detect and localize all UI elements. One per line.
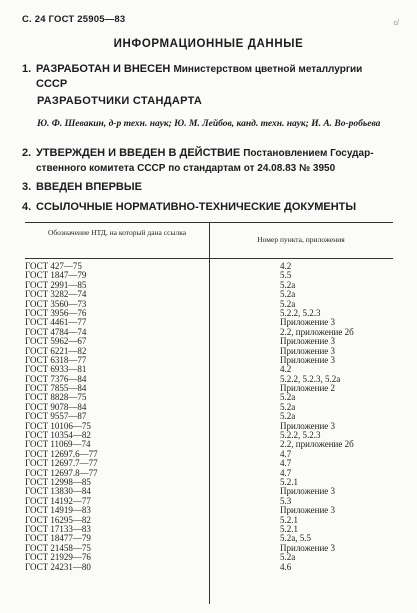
clause-reference: 4.6	[280, 561, 292, 572]
page-title: ИНФОРМАЦИОННЫЕ ДАННЫЕ	[113, 38, 304, 50]
clause-reference: 5.2.2, 5.2.3	[280, 307, 321, 318]
document-designation: ГОСТ 4461—77	[25, 317, 87, 328]
clause-reference: 5.2а	[280, 298, 296, 309]
document-designation: ГОСТ 9078—84	[25, 401, 87, 412]
document-designation: ГОСТ 1847—79	[25, 270, 87, 281]
section-text-cont: СССР	[36, 78, 68, 90]
document-designation: ГОСТ 8828—75	[25, 392, 87, 403]
clause-reference: 2.2, приложение 2б	[280, 439, 354, 450]
section-text-cont: ственного комитета СССР по стандартам от 24.08.83 № 3950	[36, 163, 336, 174]
document-designation: ГОСТ 3560—73	[25, 298, 87, 309]
clause-reference: Приложение 2	[280, 383, 336, 394]
table-body	[25, 262, 393, 572]
section-heading: ВВЕДЕН ВПЕРВЫЕ	[36, 181, 142, 193]
clause-reference: 5.2а	[280, 411, 296, 422]
clause-reference: 4.2	[280, 364, 292, 375]
clause-reference: Приложение 3	[280, 336, 336, 347]
clause-reference: Приложение 3	[280, 345, 336, 356]
table-row	[25, 563, 393, 572]
section-4	[22, 200, 402, 214]
section-2	[22, 146, 402, 176]
clause-reference: 4.2	[280, 261, 292, 271]
document-designation: ГОСТ 3282—74	[25, 289, 87, 300]
document-designation: ГОСТ 24231—80	[25, 561, 91, 572]
section-text: Постановлением Государ-	[243, 148, 374, 159]
clause-reference: 5.2а	[280, 401, 296, 412]
clause-reference: 2.2, приложение 2б	[280, 326, 354, 337]
clause-reference: 5.2.1	[280, 514, 298, 525]
document-designation: ГОСТ 7376—84	[25, 373, 87, 384]
references-table	[25, 222, 393, 604]
document-designation: ГОСТ 9557—87	[25, 411, 87, 422]
section-number: 4.	[22, 201, 32, 213]
clause-reference: 5.2а, 5.5	[280, 533, 311, 544]
clause-reference: 5.3	[280, 495, 292, 506]
clause-reference: Приложение 3	[280, 542, 336, 553]
document-designation: ГОСТ 6221—82	[25, 345, 87, 356]
document-designation: ГОСТ 7855—84	[25, 383, 87, 394]
clause-reference: Приложение 3	[280, 420, 336, 431]
document-designation: ГОСТ 427—75	[25, 261, 82, 271]
document-designation: ГОСТ 6933—81	[25, 364, 87, 375]
column-header-reference: Номер пункта, приложения	[257, 235, 345, 244]
clause-reference: 5.2а	[280, 279, 296, 290]
developers-list: Ю. Ф. Шевакин, д-р техн. наук; Ю. М. Лейбов, канд. техн. наук; И. А. Во-робьева	[37, 119, 381, 129]
clause-reference: 5.2.1	[280, 523, 298, 534]
clause-reference: 5.2а	[280, 289, 296, 300]
clause-reference: 4.7	[280, 458, 292, 469]
document-designation: ГОСТ 13830—84	[25, 486, 91, 497]
document-designation: ГОСТ 10106—75	[25, 420, 91, 431]
clause-reference: 5.2а	[280, 552, 296, 563]
clause-reference: 5.2.2, 5.2.3	[280, 430, 321, 441]
section-heading: РАЗРАБОТАН И ВНЕСЕН	[36, 63, 171, 75]
document-designation: ГОСТ 17133—83	[25, 523, 91, 534]
document-designation: ГОСТ 14192—77	[25, 495, 91, 506]
clause-reference: Приложение 3	[280, 354, 336, 365]
clause-reference: Приложение 3	[280, 486, 336, 497]
section-number: 2.	[22, 147, 32, 159]
document-designation: ГОСТ 18477—79	[25, 533, 91, 544]
document-designation: ГОСТ 12697.7—77	[25, 458, 98, 469]
document-designation: ГОСТ 14919—83	[25, 505, 91, 516]
clause-reference: 4.7	[280, 467, 292, 478]
section-heading: УТВЕРЖДЕН И ВВЕДЕН В ДЕЙСТВИЕ	[36, 147, 241, 159]
section-text: Министерством цветной металлургии	[173, 64, 363, 75]
section-3	[22, 180, 402, 194]
document-designation: ГОСТ 2991—85	[25, 279, 87, 290]
document-designation: ГОСТ 21458—75	[25, 542, 91, 553]
document-designation: ГОСТ 6318—77	[25, 354, 87, 365]
clause-reference: Приложение 3	[280, 505, 336, 516]
document-designation: ГОСТ 5962—67	[25, 336, 87, 347]
document-designation: ГОСТ 16295—82	[25, 514, 91, 525]
section-heading: ССЫЛОЧНЫЕ НОРМАТИВНО-ТЕХНИЧЕСКИЕ ДОКУМЕНТЫ	[36, 201, 357, 213]
document-designation: ГОСТ 10354—82	[25, 430, 91, 441]
developers-heading: РАЗРАБОТЧИКИ СТАНДАРТА	[37, 95, 203, 107]
corner-mark: с/	[393, 20, 399, 27]
clause-reference: 4.7	[280, 448, 292, 459]
document-designation: ГОСТ 12998—85	[25, 476, 91, 487]
section-number: 1.	[22, 63, 32, 75]
clause-reference: Приложение 3	[280, 317, 336, 328]
section-1	[22, 62, 402, 91]
document-designation: ГОСТ 12697.8—77	[25, 467, 98, 478]
document-designation: ГОСТ 12697.6—77	[25, 448, 98, 459]
column-header-document: Обозначение НТД, на который дана ссылка	[47, 228, 187, 237]
clause-reference: 5.2а	[280, 392, 296, 403]
document-designation: ГОСТ 11069—74	[25, 439, 91, 450]
page-header: С. 24 ГОСТ 25905—83	[22, 14, 126, 25]
document-designation: ГОСТ 3956—76	[25, 307, 87, 318]
document-designation: ГОСТ 21929—76	[25, 552, 91, 563]
clause-reference: 5.5	[280, 270, 292, 281]
clause-reference: 5.2.2, 5.2.3, 5.2а	[280, 373, 341, 384]
document-designation: ГОСТ 4784—74	[25, 326, 87, 337]
clause-reference: 5.2.1	[280, 476, 298, 487]
section-number: 3.	[22, 181, 32, 193]
